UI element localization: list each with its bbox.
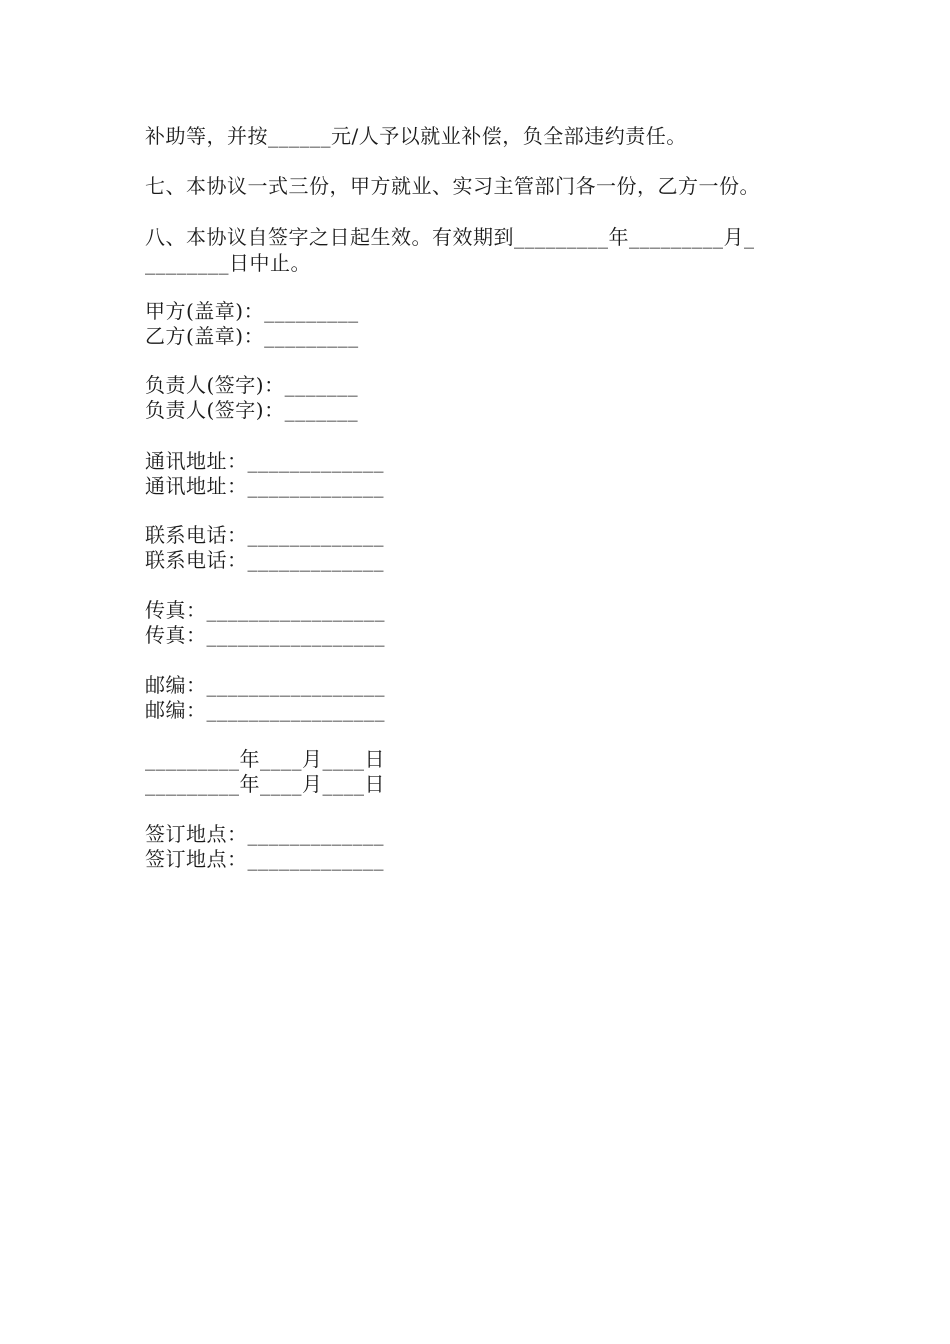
clause-eight-line-1: 八、本协议自签字之日起生效。有效期到_________年_________月_ <box>145 225 755 249</box>
fax-a-field: 传真：_________________ <box>145 598 385 622</box>
fax-b-field: 传真：_________________ <box>145 623 385 647</box>
address-b-field: 通讯地址：_____________ <box>145 474 384 498</box>
date-b-field: _________年____月____日 <box>145 772 385 796</box>
person-in-charge-a-field: 负责人(签字)：_______ <box>145 373 359 397</box>
person-in-charge-b-field: 负责人(签字)：_______ <box>145 398 359 422</box>
location-b-field: 签订地点：_____________ <box>145 847 384 871</box>
clause-seven: 七、本协议一式三份，甲方就业、实习主管部门各一份，乙方一份。 <box>145 174 760 198</box>
phone-b-field: 联系电话：_____________ <box>145 548 384 572</box>
phone-a-field: 联系电话：_____________ <box>145 523 384 547</box>
clause-continuation: 补助等，并按______元/人予以就业补偿，负全部违约责任。 <box>145 124 687 148</box>
postcode-b-field: 邮编：_________________ <box>145 698 385 722</box>
date-a-field: _________年____月____日 <box>145 747 385 771</box>
location-a-field: 签订地点：_____________ <box>145 822 384 846</box>
party-b-seal-field: 乙方(盖章)：_________ <box>145 324 359 348</box>
party-a-seal-field: 甲方(盖章)：_________ <box>145 299 359 323</box>
postcode-a-field: 邮编：_________________ <box>145 673 385 697</box>
clause-eight-line-2: ________日中止。 <box>145 251 311 275</box>
address-a-field: 通讯地址：_____________ <box>145 449 384 473</box>
